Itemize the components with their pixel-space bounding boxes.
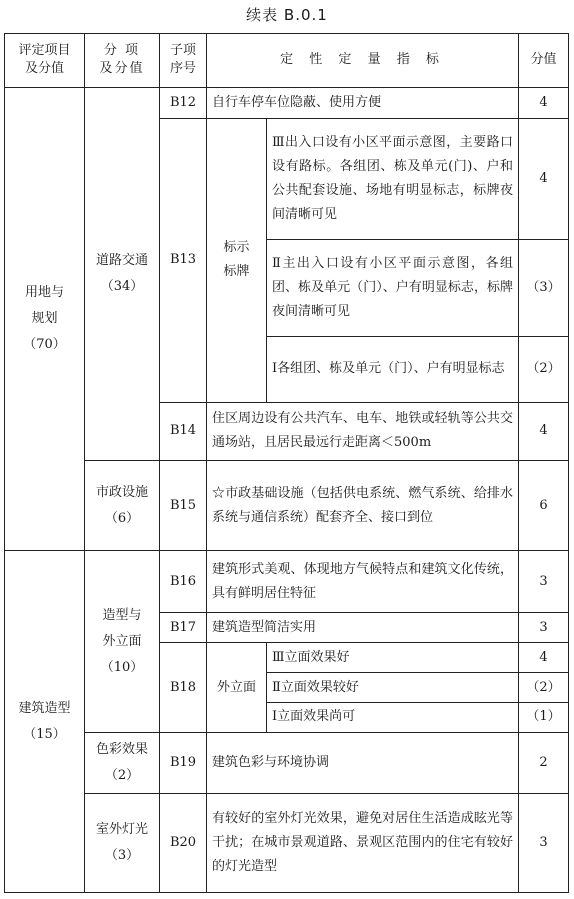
table-row <box>5 87 569 118</box>
indicator-cell: 建筑形式美观、体现地方气候特点和建筑文化传统，具有鲜明居住特征 <box>207 551 519 613</box>
code-cell: B20 <box>160 793 207 892</box>
header-code: 子项 序号 <box>160 34 207 88</box>
score-cell: 3 <box>519 551 569 613</box>
score-cell: 3 <box>519 613 569 643</box>
score-cell: （1） <box>519 702 569 732</box>
code-cell: B12 <box>160 87 207 118</box>
score-cell: 4 <box>519 402 569 461</box>
category-cell: 标示 标牌 <box>207 118 267 402</box>
table-title: 续表 B.0.1 <box>246 6 328 24</box>
score-cell: （3） <box>519 240 569 336</box>
code-cell: B13 <box>160 118 207 402</box>
group-cell: 建筑造型 （15） <box>5 551 85 893</box>
indicator-cell: 建筑造型简洁实用 <box>207 613 519 643</box>
score-cell: 4 <box>519 87 569 118</box>
indicator-cell: 建筑色彩与环境协调 <box>207 732 519 793</box>
table-row <box>5 793 569 892</box>
table-row <box>5 461 569 551</box>
code-cell: B17 <box>160 613 207 643</box>
code-cell: B14 <box>160 402 207 461</box>
subitem-cell: 道路交通 （34） <box>85 87 160 461</box>
table-row <box>5 732 569 793</box>
score-cell: 4 <box>519 643 569 673</box>
code-cell: B16 <box>160 551 207 613</box>
subitem-cell: 市政设施 （6） <box>85 461 160 551</box>
indicator-cell: Ⅲ立面效果好 <box>267 643 519 673</box>
score-cell: 2 <box>519 732 569 793</box>
table-row <box>5 551 569 613</box>
score-cell: 4 <box>519 118 569 240</box>
header-score: 分值 <box>519 34 569 88</box>
group-cell: 用地与 规划 （70） <box>5 87 85 551</box>
indicator-cell: 自行车停车位隐蔽、使用方便 <box>207 87 519 118</box>
subitem-cell: 室外灯光 （3） <box>85 793 160 892</box>
indicator-cell: Ⅰ各组团、栋及单元（门）、户有明显标志 <box>267 336 519 402</box>
score-cell: （2） <box>519 673 569 703</box>
score-cell: 6 <box>519 461 569 551</box>
evaluation-table <box>4 33 569 893</box>
subitem-cell: 造型与 外立面 （10） <box>85 551 160 733</box>
indicator-cell: Ⅰ立面效果尚可 <box>267 702 519 732</box>
header-indicator: 定 性 定 量 指 标 <box>207 34 519 88</box>
header-sub: 分 项 及分值 <box>85 34 160 88</box>
indicator-cell: ☆市政基础设施（包括供电系统、燃气系统、给排水系统与通信系统）配套齐全、接口到位 <box>207 461 519 551</box>
indicator-cell: Ⅲ出入口设有小区平面示意图，主要路口设有路标。各组团、栋及单元(门)、户和公共配套设施、场地有明显标志，标牌夜间清晰可见 <box>267 118 519 240</box>
score-cell: （2） <box>519 336 569 402</box>
header-row <box>5 34 569 88</box>
indicator-cell: Ⅱ立面效果较好 <box>267 673 519 703</box>
score-cell: 3 <box>519 793 569 892</box>
subitem-cell: 色彩效果 （2） <box>85 732 160 793</box>
code-cell: B18 <box>160 643 207 733</box>
indicator-cell: 有较好的室外灯光效果，避免对居住生活造成眩光等干扰；在城市景观道路、景观区范围内的住宅有较好的灯光造型 <box>207 793 519 892</box>
indicator-cell: 住区周边设有公共汽车、电车、地铁或轻轨等公共交通场站，且居民最远行走距离＜500m <box>207 402 519 461</box>
header-item: 评定项目 及分值 <box>5 34 85 88</box>
indicator-cell: Ⅱ主出入口设有小区平面示意图，各组团、栋及单元（门）、户有明显标志，标牌夜间清晰可见 <box>267 240 519 336</box>
code-cell: B15 <box>160 461 207 551</box>
code-cell: B19 <box>160 732 207 793</box>
category-cell: 外立面 <box>207 643 267 733</box>
